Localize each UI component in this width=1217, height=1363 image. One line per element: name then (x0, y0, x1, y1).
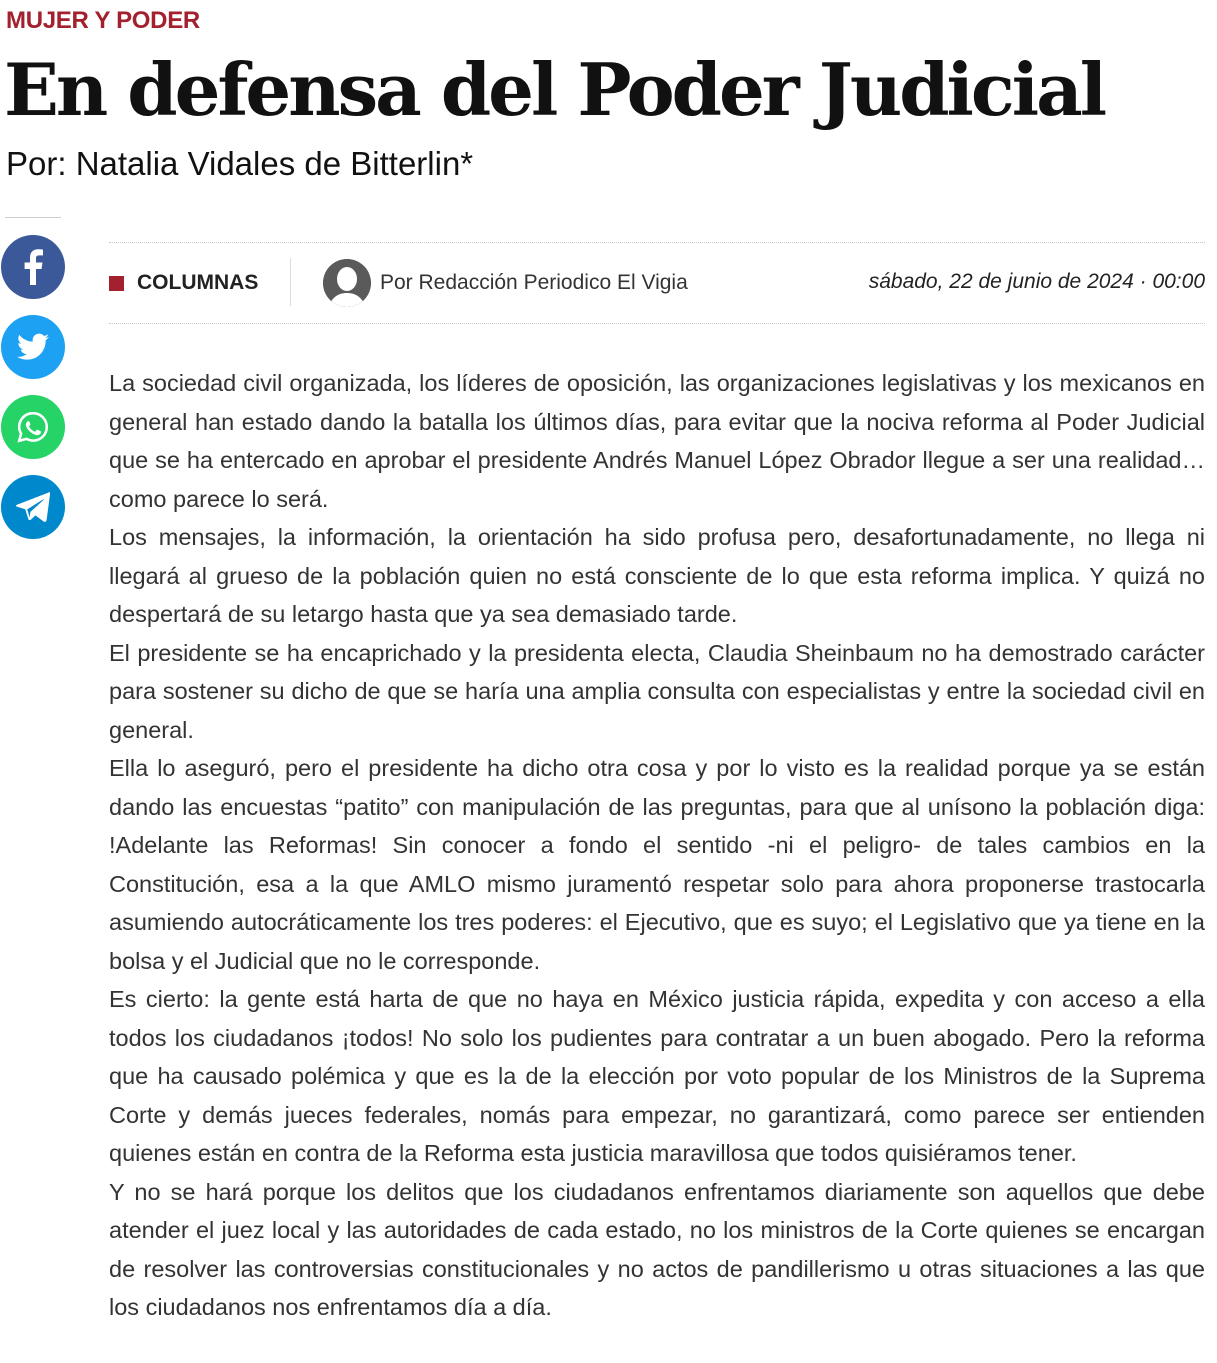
user-avatar-icon (323, 259, 371, 307)
article-paragraph: Y no se hará porque los delitos que los ciudadanos enfrentamos diariamente son aquellos que debe atender el juez local y las autoridades de cada estado, no los ministros de la Corte quienes se encargan de resolver las controversias constitucionales y no actos de pandillerismo u otras situaciones a las que los ciudadanos nos enfrentamos día a día. (109, 1178, 1205, 1320)
facebook-icon (22, 249, 44, 285)
section-kicker[interactable]: MUJER Y PODER (6, 7, 200, 34)
author-name[interactable]: Por Redacción Periodico El Vigia (380, 271, 688, 294)
article-paragraph: La sociedad civil organizada, los líderes de oposición, las organizaciones legislativas y los mexicanos en general han estado dando la batalla los últimos días, para evitar que la nociva reforma al Poder Judicial que se ha entercado en aprobar el presidente Andrés Manuel López Obrador llegue a ser una realidad… como parece lo será. (109, 370, 1205, 512)
article-paragraph: El presidente se ha encaprichado y la presidenta electa, Claudia Sheinbaum no ha demostrado carácter para sostener su dicho de que se haría una amplia consulta con especialistas y entre la sociedad civil en general. (109, 639, 1205, 743)
meta-bottom-rule (109, 323, 1205, 324)
article-body (109, 364, 1205, 1327)
twitter-share-button[interactable] (1, 315, 65, 379)
article-byline: Por: Natalia Vidales de Bitterlin* (6, 145, 474, 182)
twitter-icon (17, 333, 49, 361)
category-marker (109, 276, 124, 291)
article-paragraph: Los mensajes, la información, la orientación ha sido profusa pero, desafortunadamente, no llega ni llegará al grueso de la población quien no está consciente de lo que esta reforma implica. Y quizá no despertará de su letargo hasta que ya sea demasiado tarde. (109, 524, 1205, 627)
publish-date: sábado, 22 de junio de 2024 · 00:00 (868, 270, 1205, 293)
share-divider (5, 217, 61, 218)
whatsapp-icon (16, 410, 50, 444)
article-paragraph: Es cierto: la gente está harta de que no haya en México justicia rápida, expedita y con acceso a ella todos los ciudadanos ¡todos! No solo los pudientes para contratar a un buen abogado. Pero la reforma que ha causado polémica y que es la de la elección por voto popular de los Ministros de la Suprema Corte y demás jueces federales, nomás para empezar, no garantizará, como parece ser entienden quienes están en contra de la Reforma esta justicia maravillosa que todos quisiéramos tener. (109, 986, 1205, 1166)
article-paragraph: Ella lo aseguró, pero el presidente ha dicho otra cosa y por lo visto es la realidad porque ya se están dando las encuestas “patito” con manipulación de las preguntas, para que al unísono la población diga: !Adelante las Reformas! Sin conocer a fondo el sentido -ni el peligro- de tales cambios en la Constitución, esa a la que AMLO mismo juramentó respetar solo para ahora proponerse trastocarla asumiendo autocráticamente los tres poderes: el Ejecutivo, que es suyo; el Legislativo que ya tiene en la bolsa y el Judicial que no le corresponde. (109, 755, 1205, 974)
article-headline: En defensa del Poder Judicial (4, 47, 1105, 132)
category-link[interactable]: COLUMNAS (137, 271, 259, 294)
telegram-share-button[interactable] (1, 475, 65, 539)
author-avatar (323, 259, 371, 307)
facebook-share-button[interactable] (1, 235, 65, 299)
whatsapp-share-button[interactable] (1, 395, 65, 459)
meta-top-rule (109, 242, 1205, 243)
telegram-icon (16, 492, 50, 522)
meta-divider (290, 258, 291, 306)
